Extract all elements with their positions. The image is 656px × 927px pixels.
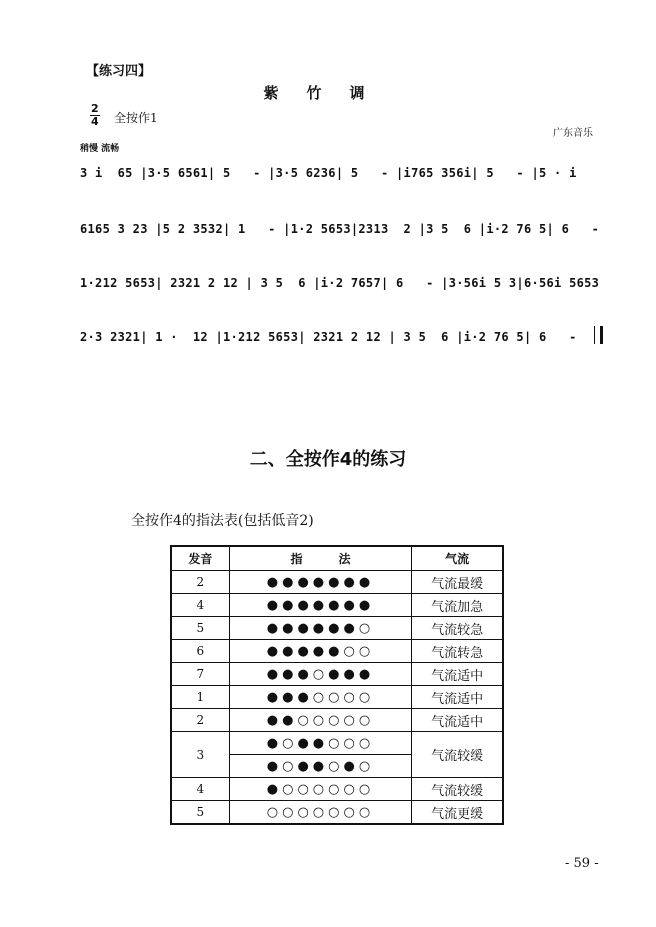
finger-holes: ●●●○○○○ (229, 686, 412, 709)
table-row (171, 594, 503, 617)
table-row (171, 571, 503, 594)
airflow-cell: 气流最缓 (412, 571, 503, 594)
finger-holes: ●●○○○○○ (229, 709, 412, 732)
time-signature (90, 103, 100, 128)
final-barline (594, 326, 603, 344)
fingering-table (170, 545, 504, 825)
airflow-cell: 气流较缓 (412, 732, 503, 778)
table-body (171, 571, 503, 825)
header-note: 发音 (171, 546, 229, 571)
note-cell: 3 (171, 732, 229, 778)
note-cell: 2 (171, 709, 229, 732)
airflow-cell: 气流转急 (412, 640, 503, 663)
note-cell: 4 (171, 778, 229, 801)
airflow-cell: 气流较缓 (412, 778, 503, 801)
table-row (171, 709, 503, 732)
table-row (171, 640, 503, 663)
note-cell: 2 (171, 571, 229, 594)
note-cell: 5 (171, 617, 229, 640)
tempo-marking: 稍慢 流畅 (80, 144, 120, 154)
time-signature-denominator: 4 (91, 115, 99, 128)
note-cell: 1 (171, 686, 229, 709)
table-header-row (171, 546, 503, 571)
table-row (171, 617, 503, 640)
fingering-key: 全按作1 (114, 111, 158, 125)
page-number: - 59 - (565, 856, 599, 871)
note-cell: 6 (171, 640, 229, 663)
airflow-cell: 气流较急 (412, 617, 503, 640)
finger-holes: ●●●●●●● (229, 571, 412, 594)
finger-holes: ●○●●○○○ (229, 732, 412, 755)
finger-holes: ●●●○●●● (229, 663, 412, 686)
table-row (171, 778, 503, 801)
music-origin: 广东音乐 (553, 128, 593, 139)
airflow-cell: 气流适中 (412, 686, 503, 709)
table-caption: 全按作4的指法表(包括低音2) (131, 513, 314, 529)
finger-holes: ●●●●●○○ (229, 640, 412, 663)
table-row (171, 801, 503, 825)
note-cell: 4 (171, 594, 229, 617)
airflow-cell: 气流加急 (412, 594, 503, 617)
finger-holes: ○○○○○○○ (229, 801, 412, 825)
finger-holes: ●●●●●●○ (229, 617, 412, 640)
exercise-label: 【练习四】 (86, 64, 152, 79)
score-line-4: 2·3 2321| 1 · 12 |1·212 5653| 2321 2 12 | 3 5 6 |i·2 76 5| 6 - (80, 330, 577, 344)
note-cell: 7 (171, 663, 229, 686)
airflow-cell: 气流适中 (412, 709, 503, 732)
airflow-cell: 气流更缓 (412, 801, 503, 825)
score-line-3: 1·212 5653| 2321 2 12 | 3 5 6 |i·2 7657| 6 - |3·56i 5 3|6·56i 5653 (80, 276, 600, 290)
header-fingering: 指 法 (229, 546, 412, 571)
note-cell: 5 (171, 801, 229, 825)
section-heading: 二、全按作4的练习 (249, 449, 407, 470)
table-row (171, 686, 503, 709)
finger-holes: ●○○○○○○ (229, 778, 412, 801)
score-line-2: 6165 3 23 |5 2 3532| 1 - |1·2 5653|2313 2 |3 5 6 |i·2 76 5| 6 - (80, 222, 600, 236)
score-line-1: 3 i 65 |3·5 6561| 5 - |3·5 6236| 5 - |i765 356i| 5 - |5 · i (80, 166, 577, 180)
song-title: 紫竹调 (263, 84, 393, 102)
finger-holes: ●●●●●●● (229, 594, 412, 617)
table-row (171, 663, 503, 686)
table-row (171, 732, 503, 755)
time-signature-numerator: 2 (91, 102, 99, 115)
airflow-cell: 气流适中 (412, 663, 503, 686)
finger-holes: ●○●●○●○ (229, 755, 412, 778)
header-flow: 气流 (412, 546, 503, 571)
